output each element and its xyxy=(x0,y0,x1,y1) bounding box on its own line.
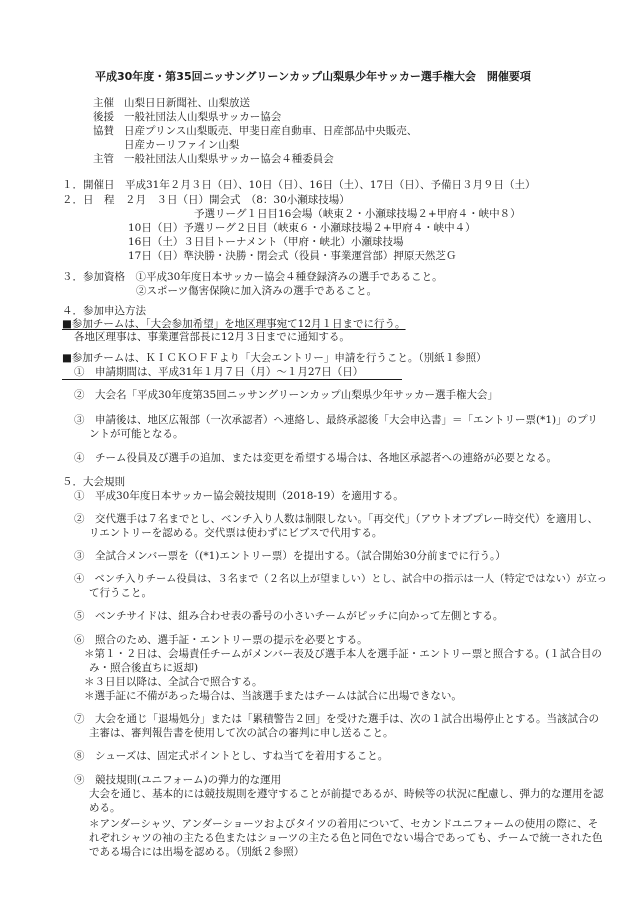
application-line: ④ チーム役員及び選手の追加、または変更を希望する場合は、各地区承認者への連絡が必要となる。 xyxy=(74,452,557,464)
rule-line: める。 xyxy=(89,802,121,814)
rule-line: ⑨ 競技規則(ユニフォーム)の弾力的な運用 xyxy=(74,774,282,786)
rule-line: ⑧ シューズは、固定式ポイントとし、すね当てを着用すること。 xyxy=(74,750,389,762)
rule-line: ① 平成30年度日本サッカー協会競技規則（2018-19）を適用する。 xyxy=(74,490,404,502)
application-period: ① 申請期間は、平成31年１月７日（月）〜１月27日（日） xyxy=(74,366,364,378)
rule-line: ＊アンダーシャツ、アンダーショーツおよびタイツの着用について、セカンドユニフォームの使用の際に、そ xyxy=(89,818,599,830)
rule-line: リエントリーを認める。交代票は使わずにビブスで代用する。 xyxy=(89,527,383,539)
sponsor-value: 山梨日日新聞社、山梨放送 xyxy=(124,97,250,109)
rule-line: ＊第１・２日は、会場責任チームがメンバー表及び選手本人を選手証・エントリー票と照合する。(１試合目の xyxy=(84,648,602,660)
rule-line: である場合には出場を認める。（別紙２参照） xyxy=(89,846,305,858)
rule-line: ⑥ 照合のため、選手証・エントリー票の提示を必要とする。 xyxy=(74,634,368,646)
sponsor-label: 協賛 xyxy=(93,125,114,137)
schedule-line: 17日（日）準決勝・決勝・閉会式（役員・事業運営部）押原天然芝Ｇ xyxy=(128,250,457,262)
application-line: ■参加チームは、「大会参加希望」を地区理事宛て12月１日までに行う。 xyxy=(62,318,406,330)
document-title: 平成30年度・第35回ニッサングリーンカップ山梨県少年サッカー選手権大会 開催要項 xyxy=(95,70,531,83)
rule-line: ② 交代選手は７名までとし、ベンチ入り人数は制限しない。「再交代」（アウトオブプレー時交代）を適用し、 xyxy=(74,513,598,525)
section-heading: ４．参加申込方法 xyxy=(62,305,146,317)
application-line: ② 大会名「平成30年度第35回ニッサングリーンカップ山梨県少年サッカー選手権大会」 xyxy=(74,389,499,401)
sponsor-label: 主管 xyxy=(93,153,114,165)
schedule-line: 16日（土）３日目トーナメント（甲府・峡北）小瀬球技場 xyxy=(128,236,404,248)
rule-line: 主審は、審判報告書を使用して次の試合の審判に申し送ること。 xyxy=(89,727,394,739)
sponsor-label: 後援 xyxy=(93,111,114,123)
section-dates: １．開催日 平成31年２月３日（日）、10日（日）、16日（土）、17日（日）、予備日３月９日（土） xyxy=(62,179,536,191)
application-line: ントが可能となる。 xyxy=(89,428,184,440)
section-heading: ５．大会規則 xyxy=(62,476,125,488)
rule-line: ⑦ 大会を通じ「退場処分」または「累積警告２回」を受けた選手は、次の１試合出場停止とする。当該試合の xyxy=(74,713,599,725)
sponsor-label: 主催 xyxy=(93,97,114,109)
eligibility-line: ②スポーツ傷害保険に加入済みの選手であること。 xyxy=(136,285,378,297)
schedule-line: ２．日 程 ２月 ３日（日）開会式 （8：30小瀬球技場） xyxy=(62,194,350,206)
rule-line: ＊３日目以降は、全試合で照合する。 xyxy=(84,676,263,688)
sponsor-value: 一般社団法人山梨県サッカー協会４種委員会 xyxy=(124,153,334,165)
sponsor-value: 一般社団法人山梨県サッカー協会 xyxy=(124,111,282,123)
rule-line: て行うこと。 xyxy=(89,587,152,599)
rule-line: 大会を通じ、基本的には競技規則を遵守することが前提であるが、時候等の状況に配慮し、弾力的な運用を認 xyxy=(89,788,604,800)
rule-line: み・照合後直ちに返却) xyxy=(89,662,199,674)
application-line: 各地区理事は、事業運営部長に12月３日までに通知する。 xyxy=(74,331,350,343)
eligibility-line: ３．参加資格 ①平成30年度日本サッカー協会４種登録済みの選手であること。 xyxy=(62,271,443,283)
schedule-line: 予選リーグ１日目16会場（峡東２・小瀬球技場２+甲府４・峡中８） xyxy=(194,208,521,220)
underline-rule xyxy=(62,379,402,380)
rule-line: れぞれシャツの袖の主たる色またはショーツの主たる色と同色でない場合であっても、チームで統一された色 xyxy=(89,832,603,844)
rule-line: ④ ベンチ入りチーム役員は、３名まで（２名以上が望ましい）とし、試合中の指示は一人（特定ではない）が立っ xyxy=(74,573,608,585)
rule-line: ⑤ ベンチサイドは、組み合わせ表の番号の小さいチームがピッチに向かって左側とする。 xyxy=(74,610,504,622)
application-line: ■参加チームは、ＫＩＣＫＯＦＦより「大会エントリー」申請を行うこと。（別紙１参照） xyxy=(62,352,487,364)
sponsor-value: 日産プリンス山梨販売、甲斐日産自動車、日産部品中央販売、 xyxy=(124,125,418,137)
application-line: ③ 申請後は、地区広報部（一次承認者）へ連絡し、最終承認後「大会申込書」＝「エントリー票(*1)」のプリ xyxy=(74,414,598,426)
rule-line: ＊選手証に不備があった場合は、当該選手またはチームは試合に出場できない。 xyxy=(84,690,462,702)
sponsor-value: 日産カーリファイン山梨 xyxy=(124,139,240,151)
schedule-line: 10日（日）予選リーグ２日目（峡東６・小瀬球技場２+甲府４・峡中４） xyxy=(128,222,476,234)
rule-line: ③ 全試合メンバー票を（(*1)エントリー票）を提出する。（試合開始30分前までに行う。） xyxy=(74,550,506,562)
